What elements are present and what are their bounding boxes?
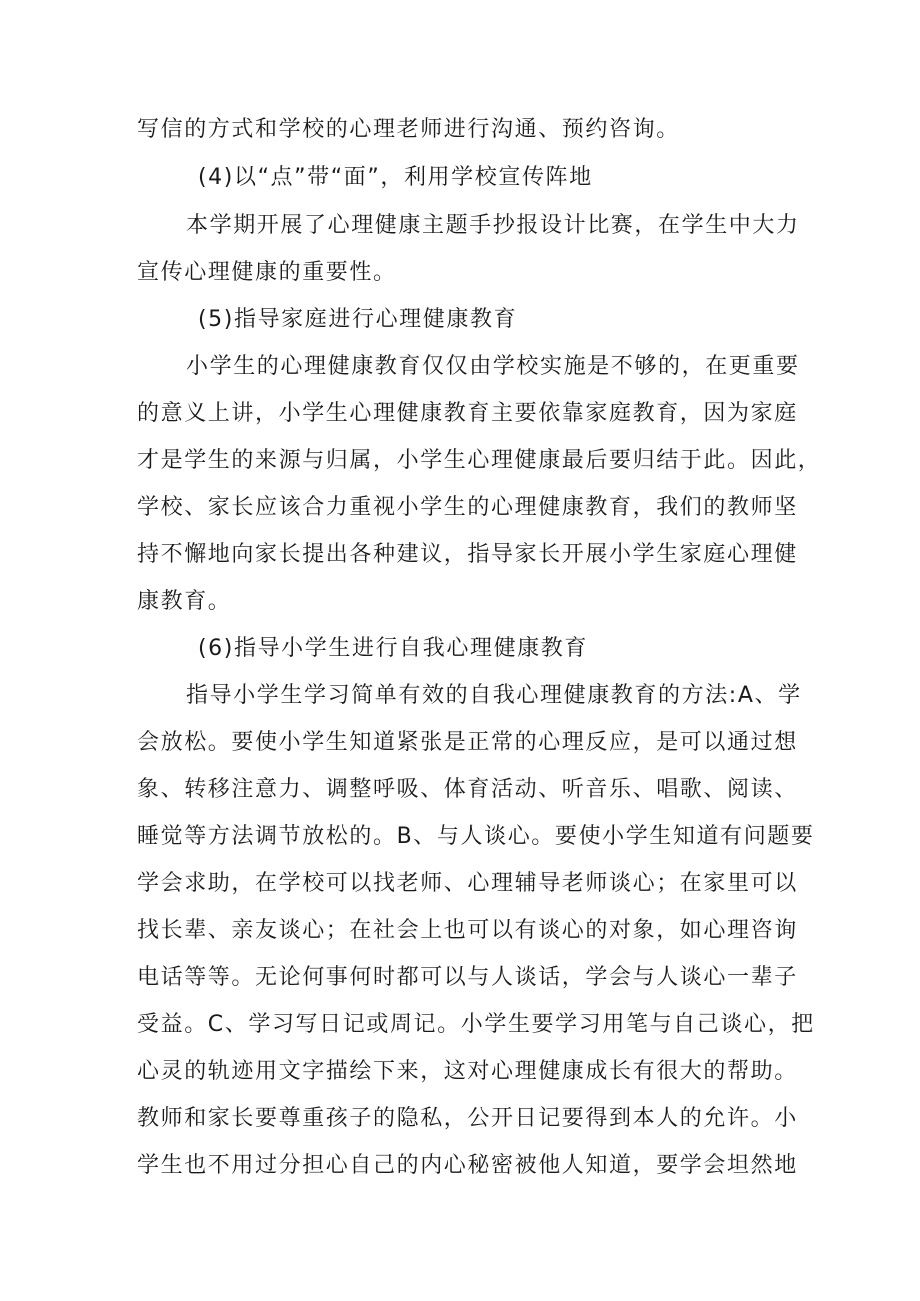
paragraph-line: 学生也不用过分担心自己的内心秘密被他人知道，要学会坦然地	[137, 1153, 798, 1178]
paragraph-line: 心灵的轨迹用文字描绘下来，这对心理健康成长有很大的帮助。	[137, 1059, 798, 1084]
paragraph-line: 持不懈地向家长提出各种建议，指导家长开展小学生家庭心理健	[137, 542, 798, 567]
paragraph-line: 的意义上讲，小学生心理健康教育主要依靠家庭教育，因为家庭	[137, 401, 798, 426]
paragraph-line: 学校、家长应该合力重视小学生的心理健康教育，我们的教师坚	[137, 495, 798, 520]
paragraph-line: 康教育。	[137, 589, 232, 614]
paragraph-line: 电话等等。无论何事何时都可以与人谈话，学会与人谈心一辈子	[137, 965, 798, 990]
paragraph-line: 教师和家长要尊重孩子的隐私，公开日记要得到本人的允许。小	[137, 1106, 798, 1131]
section-heading-4: (4)以“点”带“面”，利用学校宣传阵地	[198, 165, 593, 190]
section-heading-6: (6)指导小学生进行自我心理健康教育	[198, 636, 588, 661]
paragraph-line: 会放松。要使小学生知道紧张是正常的心理反应，是可以通过想	[137, 730, 798, 755]
paragraph-line: 小学生的心理健康教育仅仅由学校实施是不够的，在更重要	[186, 354, 800, 379]
paragraph-line: 象、转移注意力、调整呼吸、体育活动、听音乐、唱歌、阅读、	[137, 777, 798, 802]
text-line: 写信的方式和学校的心理老师进行沟通、预约咨询。	[137, 117, 680, 142]
paragraph-line: 受益。C、学习写日记或周记。小学生要学习用笔与自己谈心，把	[137, 1012, 815, 1037]
paragraph-line: 才是学生的来源与归属，小学生心理健康最后要归结于此。因此，	[137, 448, 822, 473]
paragraph-line: 睡觉等方法调节放松的。B、与人谈心。要使小学生知道有问题要	[137, 824, 815, 849]
paragraph-line: 宣传心理健康的重要性。	[137, 260, 397, 285]
paragraph-line: 本学期开展了心理健康主题手抄报设计比赛，在学生中大力	[186, 213, 800, 238]
paragraph-line: 学会求助，在学校可以找老师、心理辅导老师谈心；在家里可以	[137, 871, 798, 896]
paragraph-line: 找长辈、亲友谈心；在社会上也可以有谈心的对象，如心理咨询	[137, 918, 798, 943]
section-heading-5: (5)指导家庭进行心理健康教育	[198, 307, 518, 332]
paragraph-line: 指导小学生学习简单有效的自我心理健康教育的方法:A、学	[186, 683, 802, 708]
